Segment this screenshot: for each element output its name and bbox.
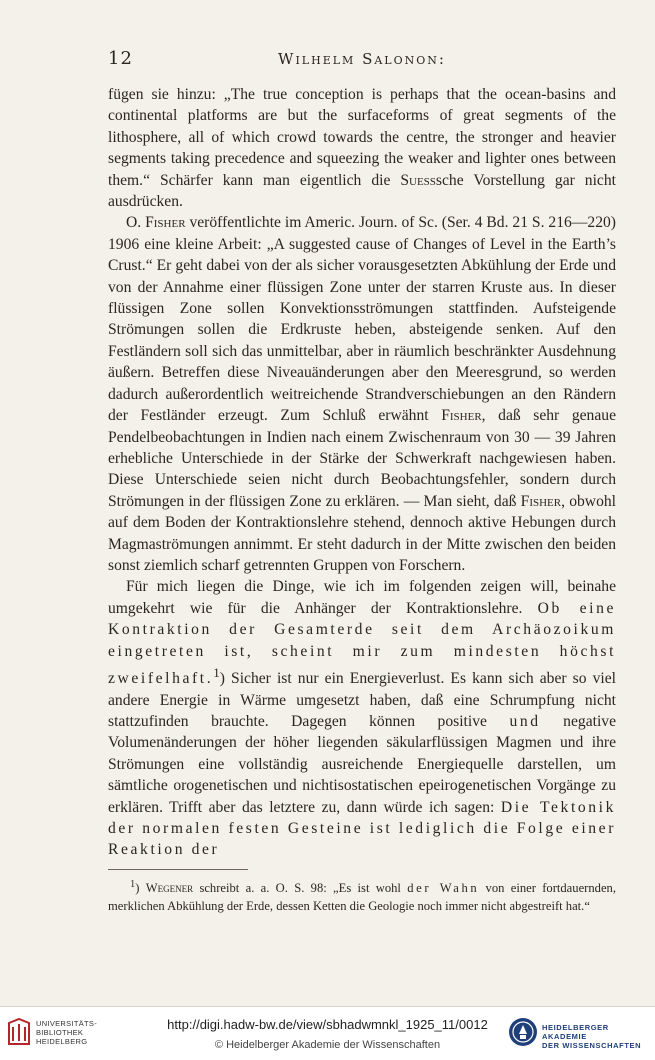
footnote-divider [108,869,248,870]
academy-seal-icon [508,1017,538,1047]
permalink-url[interactable]: http://digi.hadw-bw.de/view/sbhadwmnkl_1925_11/0012 [167,1017,488,1032]
running-head: Wilhelm Salonon: [278,50,446,68]
footnote: $^1$) Wegener schreibt a. a. O. S. 98: „Es ist wohl der Wahn von einer fortdauernden, merklichen Abkühlung der Erde, dessen Ketten die Geologie noch immer nicht abgestreift hat.“ [108,879,616,914]
paragraph-3: Für mich liegen die Dinge, wie ich im folgenden zeigen will, beinahe umgekehrt wie für die Anhänger der Kontraktionslehre. Ob eine Kontraktion der Gesamterde seit dem Archäozoikum eingetreten ist, scheint mir zum mindesten höchst zweifelhaft.$^1$) Sicher ist nur ein Energieverlust. Es kann sich aber so viel andere Energie in Wärme umgesetzt haben, daß eine Schrumpfung nicht stattzufinden brauchte. Dagegen können positive und negative Volumenänderungen der höher liegenden säkularflüssigen Magmen und ihre Strömungen eine vollständig ausreichende Energiequelle darstellen, um sämtliche orogenetischen und nichtisostatischen epeirogenetischen Vorgänge zu erklären. Trifft aber das letztere zu, dann würde ich sagen: Die Tektonik der normalen festen Gesteine ist lediglich die Folge einer Reaktion der [108,578,617,859]
paragraph-1: fügen sie hinzu: „The true conception is perhaps that the ocean-basins and continental platforms are but the surfaceforms of great segments of the lithosphere, all of which crowd towards the centre, the stronger and heavier segments taking precedence and squeezing the weaker and lighter ones between them.“ Schärfer kann man eigentlich die Suesssche Vorstellung gar nicht ausdrücken. [108,86,616,211]
author-name: Fisher [441,407,482,425]
body-text [108,84,616,861]
author-name: Suess [400,171,436,189]
footnote-ref: 1 [213,664,220,680]
author-name: Fisher [145,214,186,232]
emphasis-spaced: Ob eine Kontraktion der Gesamterde seit dem Archäozoikum eingetreten ist, scheint mir zum mindesten höchst zweifelhaft. [108,599,616,688]
library-name: UNIVERSITÄTS- BIBLIOTHEK HEIDELBERG [36,1019,97,1046]
copyright-notice: © Heidelberger Akademie der Wissenschaften [214,1039,441,1051]
academy-name: HEIDELBERGER AKADEMIE DER WISSENSCHAFTEN [542,1023,642,1050]
emphasis-spaced: der Wahn [407,881,480,896]
page-number: 12 [108,48,133,69]
page-header [108,48,616,70]
footnote-marker: 1 [130,879,136,890]
emphasis-spaced: und [509,712,541,730]
author-name: Wegener [145,881,194,896]
viewer-footer [0,1006,655,1060]
author-name: Fisher [520,492,562,510]
emphasis-spaced: Die Tektonik der normalen festen Gesteine ist lediglich die Folge einer Reaktion der [108,798,616,859]
paragraph-2: O. Fisher veröffentlichte im Americ. Journ. of Sc. (Ser. 4 Bd. 21 S. 216—220) 1906 eine kleine Arbeit: „A suggested cause of Changes of Level in the Earth’s Crust.“ Er geht dabei von der als sicher vorausgesetzten Abkühlung der Erde und von der Annahme einer flüssigen Zone unter der starren Kruste aus. In dieser flüssigen Zone sollen Konvektionsströmungen stattfinden. Aufsteigende Strömungen sollen die Erdkruste heben, absteigende senken. Auf den Festländern soll sich das unmittelbar, aber in räumlich beschränkter Ausdehnung äußern. Betreffen diese Niveauänderungen aber den Meeresgrund, so werden dadurch außerordentlich weitreichende Strandverschiebungen an den Rändern der Festländer erzeugt. Zum Schluß erwähnt Fisher, daß sehr genaue Pendelbeobachtungen in Indien nach einem Zwischenraum von 30 — 39 Jahren erhebliche Unterschiede in der Stärke der Schwerkraft nachgewiesen haben. Diese Unterschiede seien nicht durch Beobachtungsfehler, sondern durch Strömungen in der flüssigen Zone zu erklären. — Man sieht, daß Fisher, obwohl auf dem Boden der Kontraktionslehre stehend, dennoch aktive Hebungen durch Magmaströmungen annimmt. Er steht dadurch in der Mitte zwischen den beiden sonst ziemlich scharf getrennten Gruppen von Forschern. [108,214,616,574]
